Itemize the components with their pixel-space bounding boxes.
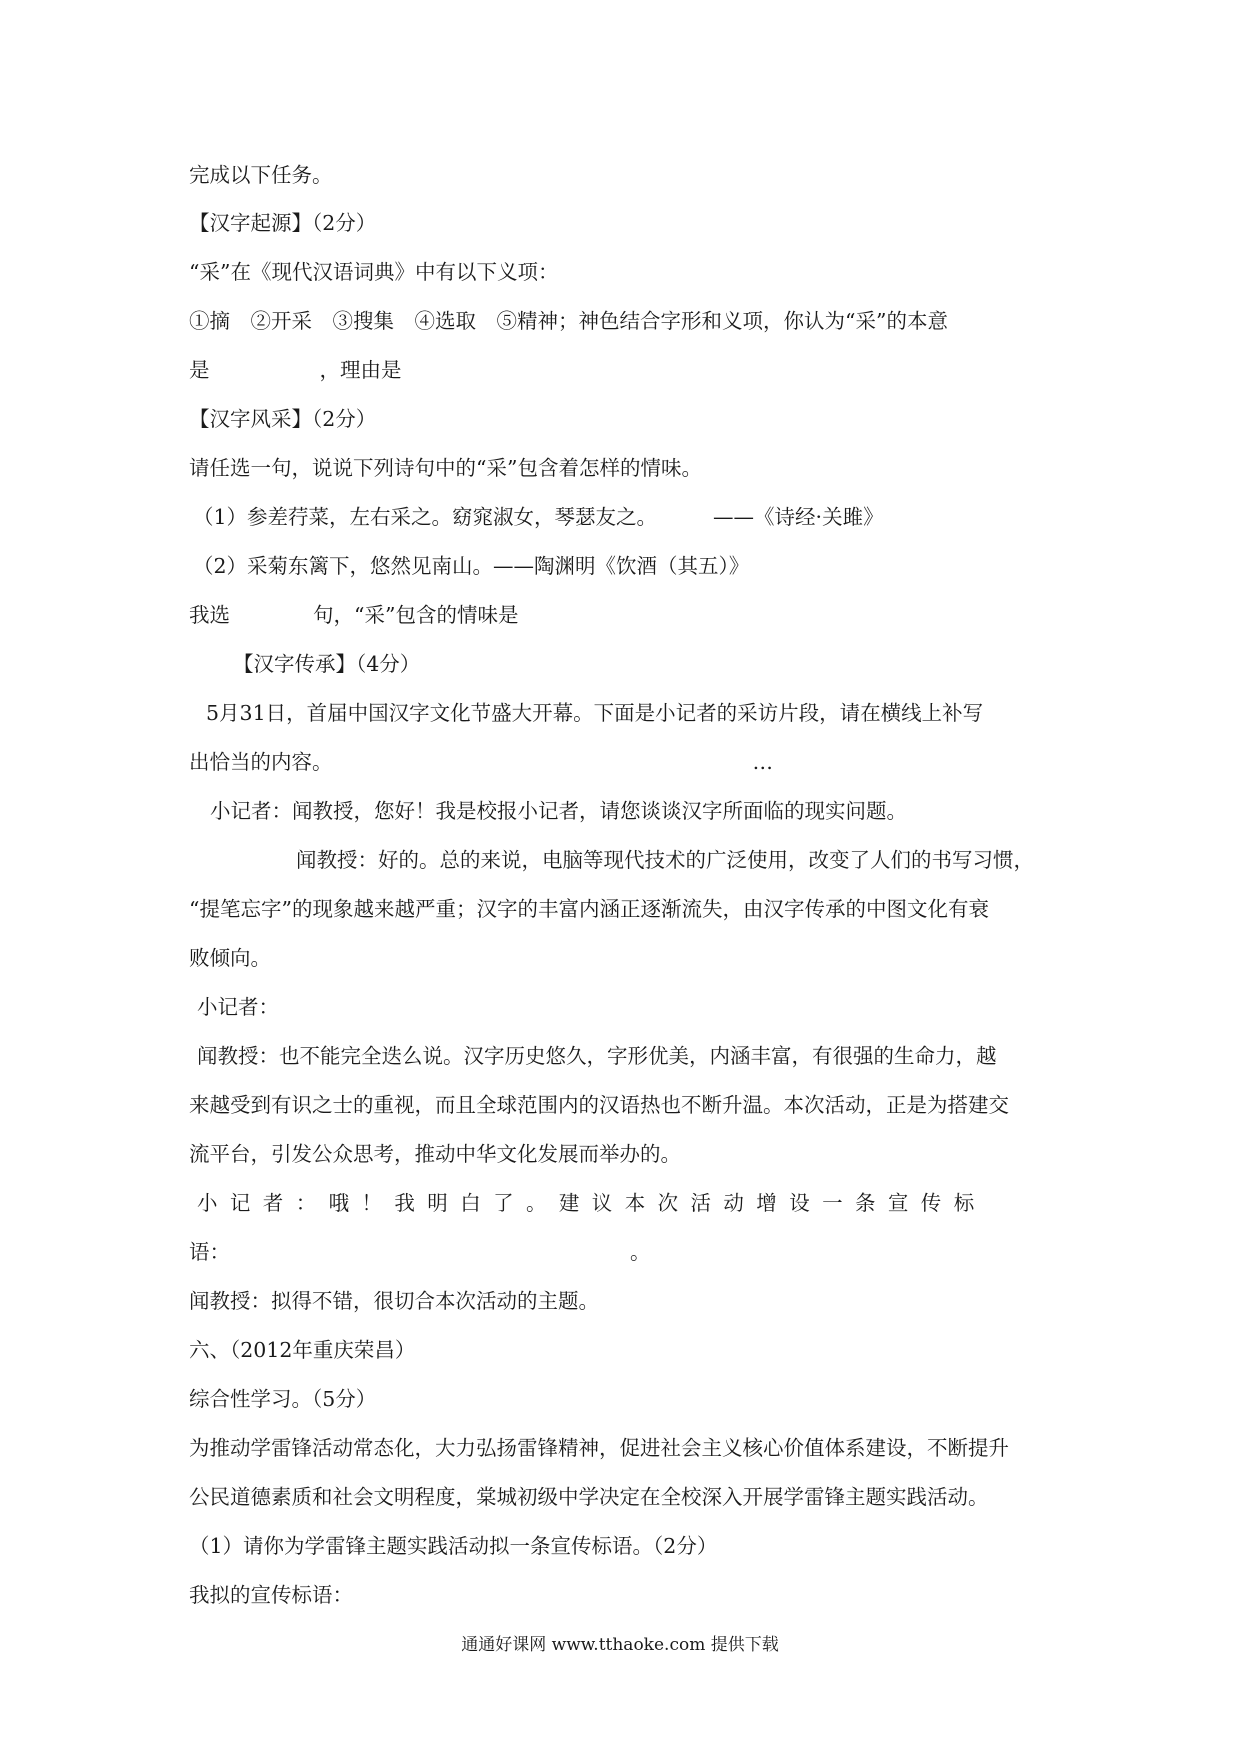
dialogue-reporter: 小记者：哦！我明白了。建议本次活动增设一条宣传标 <box>197 1191 987 1215</box>
dialogue-reporter: 小记者：闻教授，您好！我是校报小记者，请您谈谈汉字所面临的现实问题。 <box>210 799 907 823</box>
text-line: 综合性学习。（5分） <box>189 1387 377 1411</box>
answer-line: 我拟的宣传标语： <box>189 1583 353 1607</box>
dialogue-professor: 闻教授：拟得不错，很切合本次活动的主题。 <box>189 1289 599 1313</box>
text-line: 出恰当的内容。 … <box>189 750 773 774</box>
poem-line-1: （1）参差荇菜，左右采之。窈窕淑女，琴瑟友之。 ——《诗经·关雎》 <box>193 505 884 529</box>
section-heading-six: 六、（2012年重庆荣昌） <box>189 1338 416 1362</box>
dialogue-professor: 闻教授：好的。总的来说，电脑等现代技术的广泛使用，改变了人们的书写习惯， <box>296 848 1034 872</box>
text-line: ①摘 ②开采 ③搜集 ④选取 ⑤精神；神色结合字形和义项，你认为“采”的本意 <box>189 309 948 333</box>
text-line: 为推动学雷锋活动常态化，大力弘扬雷锋精神，促进社会主义核心价值体系建设，不断提升 <box>189 1436 1009 1460</box>
section-heading-origin: 【汉字起源】（2分） <box>189 211 377 235</box>
text-line: 败倾向。 <box>189 946 271 970</box>
text-line: 公民道德素质和社会文明程度，棠城初级中学决定在全校深入开展学雷锋主题实践活动。 <box>189 1485 989 1509</box>
dialogue-reporter: 小记者： <box>197 995 279 1019</box>
text-line: 流平台，引发公众思考，推动中华文化发展而举办的。 <box>189 1142 681 1166</box>
question-line: （1）请你为学雷锋主题实践活动拟一条宣传标语。（2分） <box>189 1534 718 1558</box>
text-line: 来越受到有识之士的重视，而且全球范围内的汉语热也不断升温。本次活动，正是为搭建交 <box>189 1093 1009 1117</box>
text-line: 请任选一句，说说下列诗句中的“采”包含着怎样的情味。 <box>189 456 702 480</box>
answer-line: 是 ，理由是 <box>189 358 402 382</box>
text-line: 5月31日，首届中国汉字文化节盛大开幕。下面是小记者的采访片段，请在横线上补写 <box>206 701 984 725</box>
dialogue-professor: 闻教授：也不能完全迭么说。汉字历史悠久，字形优美，内涵丰富，有很强的生命力，越 <box>197 1044 997 1068</box>
answer-line: 语： 。 <box>189 1240 651 1264</box>
text-line: “提笔忘字”的现象越来越严重；汉字的丰富内涵正逐渐流失，由汉字传承的中图文化有衰 <box>189 897 989 921</box>
text-line: “采”在《现代汉语词典》中有以下义项： <box>189 260 559 284</box>
section-heading-charm: 【汉字风采】（2分） <box>189 407 377 431</box>
answer-line: 我选 句，“采”包含的情味是 <box>189 603 519 627</box>
section-heading-heritage: 【汉字传承】（4分） <box>233 652 421 676</box>
page-footer: 通通好课网 www.tthaoke.com 提供下载 <box>461 1635 779 1655</box>
text-line: 完成以下任务。 <box>189 163 333 187</box>
poem-line-2: （2）采菊东篱下，悠然见南山。——陶渊明《饮酒（其五）》 <box>193 554 750 578</box>
